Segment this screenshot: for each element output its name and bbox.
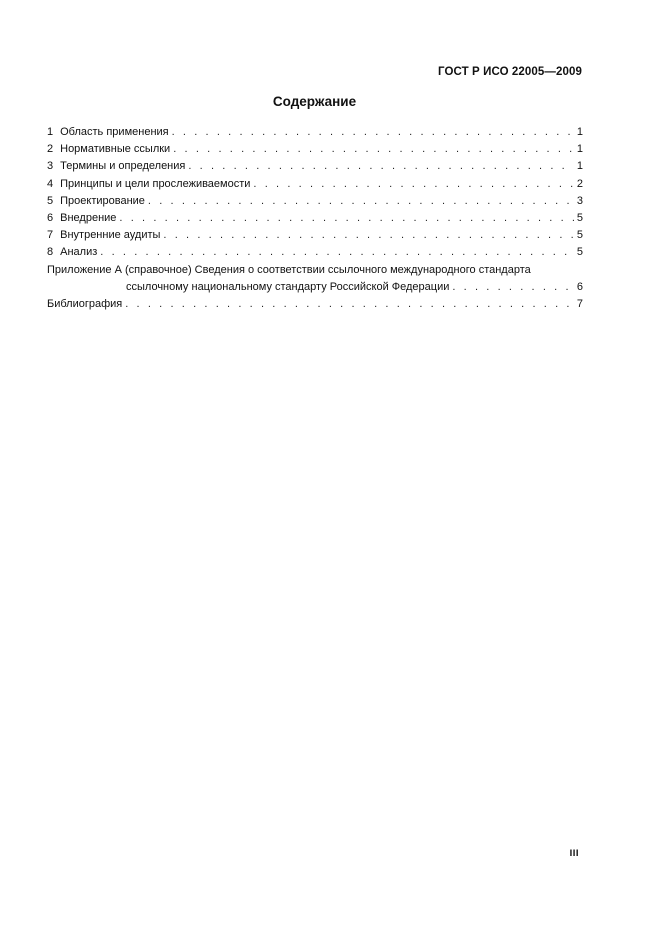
page-number: III [569,848,579,859]
toc-entry-title: Термины и определения [60,160,186,173]
leader-dots [119,210,573,227]
toc-entry-bibliography [47,296,583,313]
toc-entry-title: Анализ [60,246,98,259]
leader-dots [125,296,574,313]
toc-entry-title: Библиография [47,297,123,310]
toc-entry-3 [47,158,583,175]
toc-entry-number: 4 [47,177,54,190]
leader-dots [148,193,574,210]
toc-entry-page: 6 [576,280,583,293]
toc-entry-4 [47,176,583,193]
toc-entry-page: 7 [576,297,583,310]
toc-entry-page: 3 [576,194,583,207]
annex-title-line2: ссылочному национальному стандарту Российской Федерации [126,280,450,293]
toc-entry-number: 2 [47,143,54,156]
toc-entry-title: Нормативные ссылки [60,143,171,156]
toc-entry-page: 5 [576,229,583,242]
toc-entry-number: 6 [47,211,54,224]
toc-entry-number: 1 [47,126,54,138]
leader-dots [172,124,574,141]
toc-entry-page: 5 [576,211,583,224]
toc-entry-page: 1 [576,126,583,138]
page-title: Содержание [272,94,357,109]
leader-dots [188,158,574,175]
toc-entry-page: 1 [576,143,583,156]
toc-entry-2 [47,141,583,158]
toc-entry-number: 5 [47,194,54,207]
toc-entry-6 [47,210,583,227]
standard-code: ГОСТ Р ИСО 22005—2009 [437,66,582,78]
toc-entry-annex-a [47,262,583,296]
toc-entry-title: Область применения [60,126,169,138]
toc-entry-page: 2 [576,177,583,190]
table-of-contents [47,124,583,313]
toc-entry-1 [47,124,583,141]
toc-entry-number: 3 [47,160,54,173]
leader-dots [163,227,573,244]
toc-entry-number: 7 [47,229,54,242]
annex-title-line1: Приложение А (справочное) Сведения о соответствии ссылочного международного стандарта [47,263,531,276]
leader-dots [100,244,574,261]
toc-entry-page: 5 [576,246,583,259]
leader-dots [253,176,573,193]
leader-dots [173,141,574,158]
toc-entry-title: Внедрение [60,211,117,224]
toc-entry-title: Принципы и цели прослеживаемости [60,177,251,190]
toc-entry-7 [47,227,583,244]
toc-entry-8 [47,244,583,261]
toc-entry-number: 8 [47,246,54,259]
leader-dots [452,279,574,296]
toc-entry-5 [47,193,583,210]
toc-entry-title: Проектирование [60,194,145,207]
toc-entry-page: 1 [576,160,583,173]
toc-entry-title: Внутренние аудиты [60,229,161,242]
